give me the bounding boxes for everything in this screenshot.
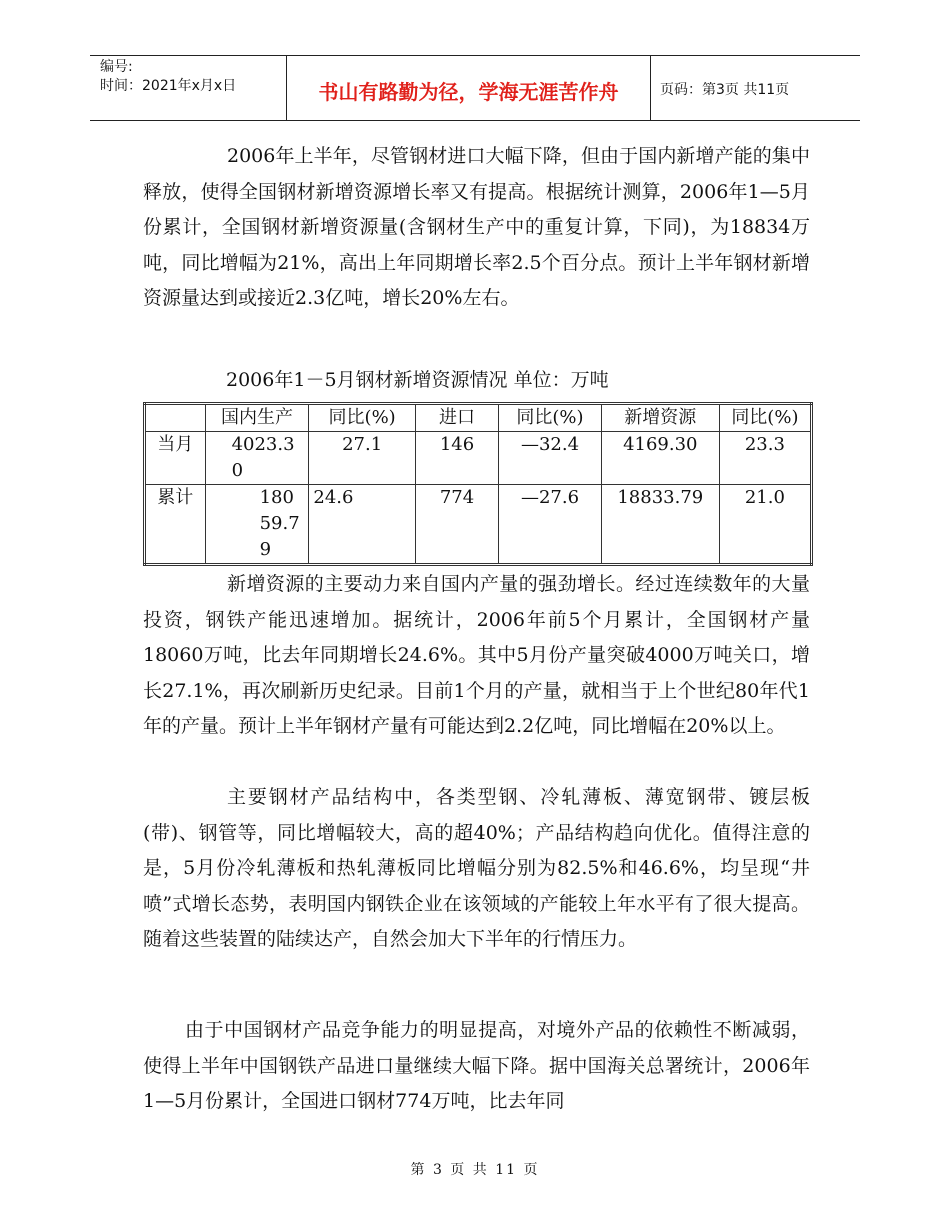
table-cell: 18833.79 (601, 485, 719, 565)
table-cell: 累计 (145, 485, 206, 565)
header-meta (100, 58, 236, 96)
table-cell: 4023.30 (205, 432, 309, 485)
paragraph-new-resources: 2006年上半年，尽管钢材进口大幅下降，但由于国内新增产能的集中释放，使得全国钢材新增资源增长率又有提高。根据统计测算，2006年1—5月份累计，全国钢材新增资源量(含钢材生产中的重复计算，下同)，为18834万吨，同比增幅为21%，高出上年同期增长率2.5个百分点。预计上半年钢材新增资源量达到或接近2.3亿吨，增长20%左右。 (143, 145, 810, 309)
table-header-cell: 同比(%) (309, 404, 416, 432)
table-cell: 24.6 (309, 485, 416, 565)
table-cell: 27.1 (309, 432, 416, 485)
table-header-cell: 同比(%) (719, 404, 811, 432)
table-header-cell (145, 404, 206, 432)
header-page-info: 页码：第3页 共11页 (660, 82, 790, 98)
document-time-label: 时间：2021年x月x日 (100, 78, 237, 94)
table-cell: 18059.79 (205, 485, 309, 565)
table-caption: 2006年1－5月钢材新增资源情况 单位：万吨 (226, 369, 609, 391)
page-footer: 第 3 页 共 11 页 (410, 1162, 540, 1178)
header-top-rule (90, 55, 860, 56)
table-header-cell: 进口 (415, 404, 498, 432)
table-header-cell: 同比(%) (499, 404, 602, 432)
table-cell: 当月 (145, 432, 206, 485)
table-cell: 4169.30 (601, 432, 719, 485)
resource-table (143, 402, 813, 566)
table-cell: —32.4 (499, 432, 602, 485)
table-header-cell: 国内生产 (205, 404, 309, 432)
paragraph-production-growth: 新增资源的主要动力来自国内产量的强劲增长。经过连续数年的大量投资，钢铁产能迅速增加。据统计，2006年前5个月累计，全国钢材产量18060万吨，比去年同期增长24.6%。其中5月份产量突破4000万吨关口，增长27.1%，再次刷新历史纪录。目前1个月的产量，就相当于上个世纪80年代1年的产量。预计上半年钢材产量有可能达到2.2亿吨，同比增幅在20%以上。 (143, 573, 810, 737)
header-bottom-rule (90, 120, 860, 121)
table-cell: 21.0 (719, 485, 811, 565)
paragraph-import-decline: 由于中国钢材产品竞争能力的明显提高，对境外产品的依赖性不断减弱，使得上半年中国钢铁产品进口量继续大幅下降。据中国海关总署统计，2006年1—5月份累计，全国进口钢材774万吨，比去年同 (143, 1019, 810, 1112)
table-header-row (145, 404, 812, 432)
table-header-cell: 新增资源 (601, 404, 719, 432)
table-row (145, 485, 812, 565)
table-row (145, 432, 812, 485)
table-cell: 774 (415, 485, 498, 565)
table-cell: 146 (415, 432, 498, 485)
table-cell: 23.3 (719, 432, 811, 485)
header-motto: 书山有路勤为径，学海无涯苦作舟 (318, 80, 619, 104)
document-number-label: 编号: (100, 59, 133, 75)
paragraph-product-structure: 主要钢材产品结构中，各类型钢、冷轧薄板、薄宽钢带、镀层板(带)、钢管等，同比增幅较大，高的超40%；产品结构趋向优化。值得注意的是，5月份冷轧薄板和热轧薄板同比增幅分别为82.5%和46.6%，均呈现“井喷”式增长态势，表明国内钢铁企业在该领域的产能较上年水平有了很大提高。随着这些装置的陆续达产，自然会加大下半年的行情压力。 (143, 786, 810, 950)
header-divider-right (650, 56, 651, 120)
table-cell: —27.6 (499, 485, 602, 565)
